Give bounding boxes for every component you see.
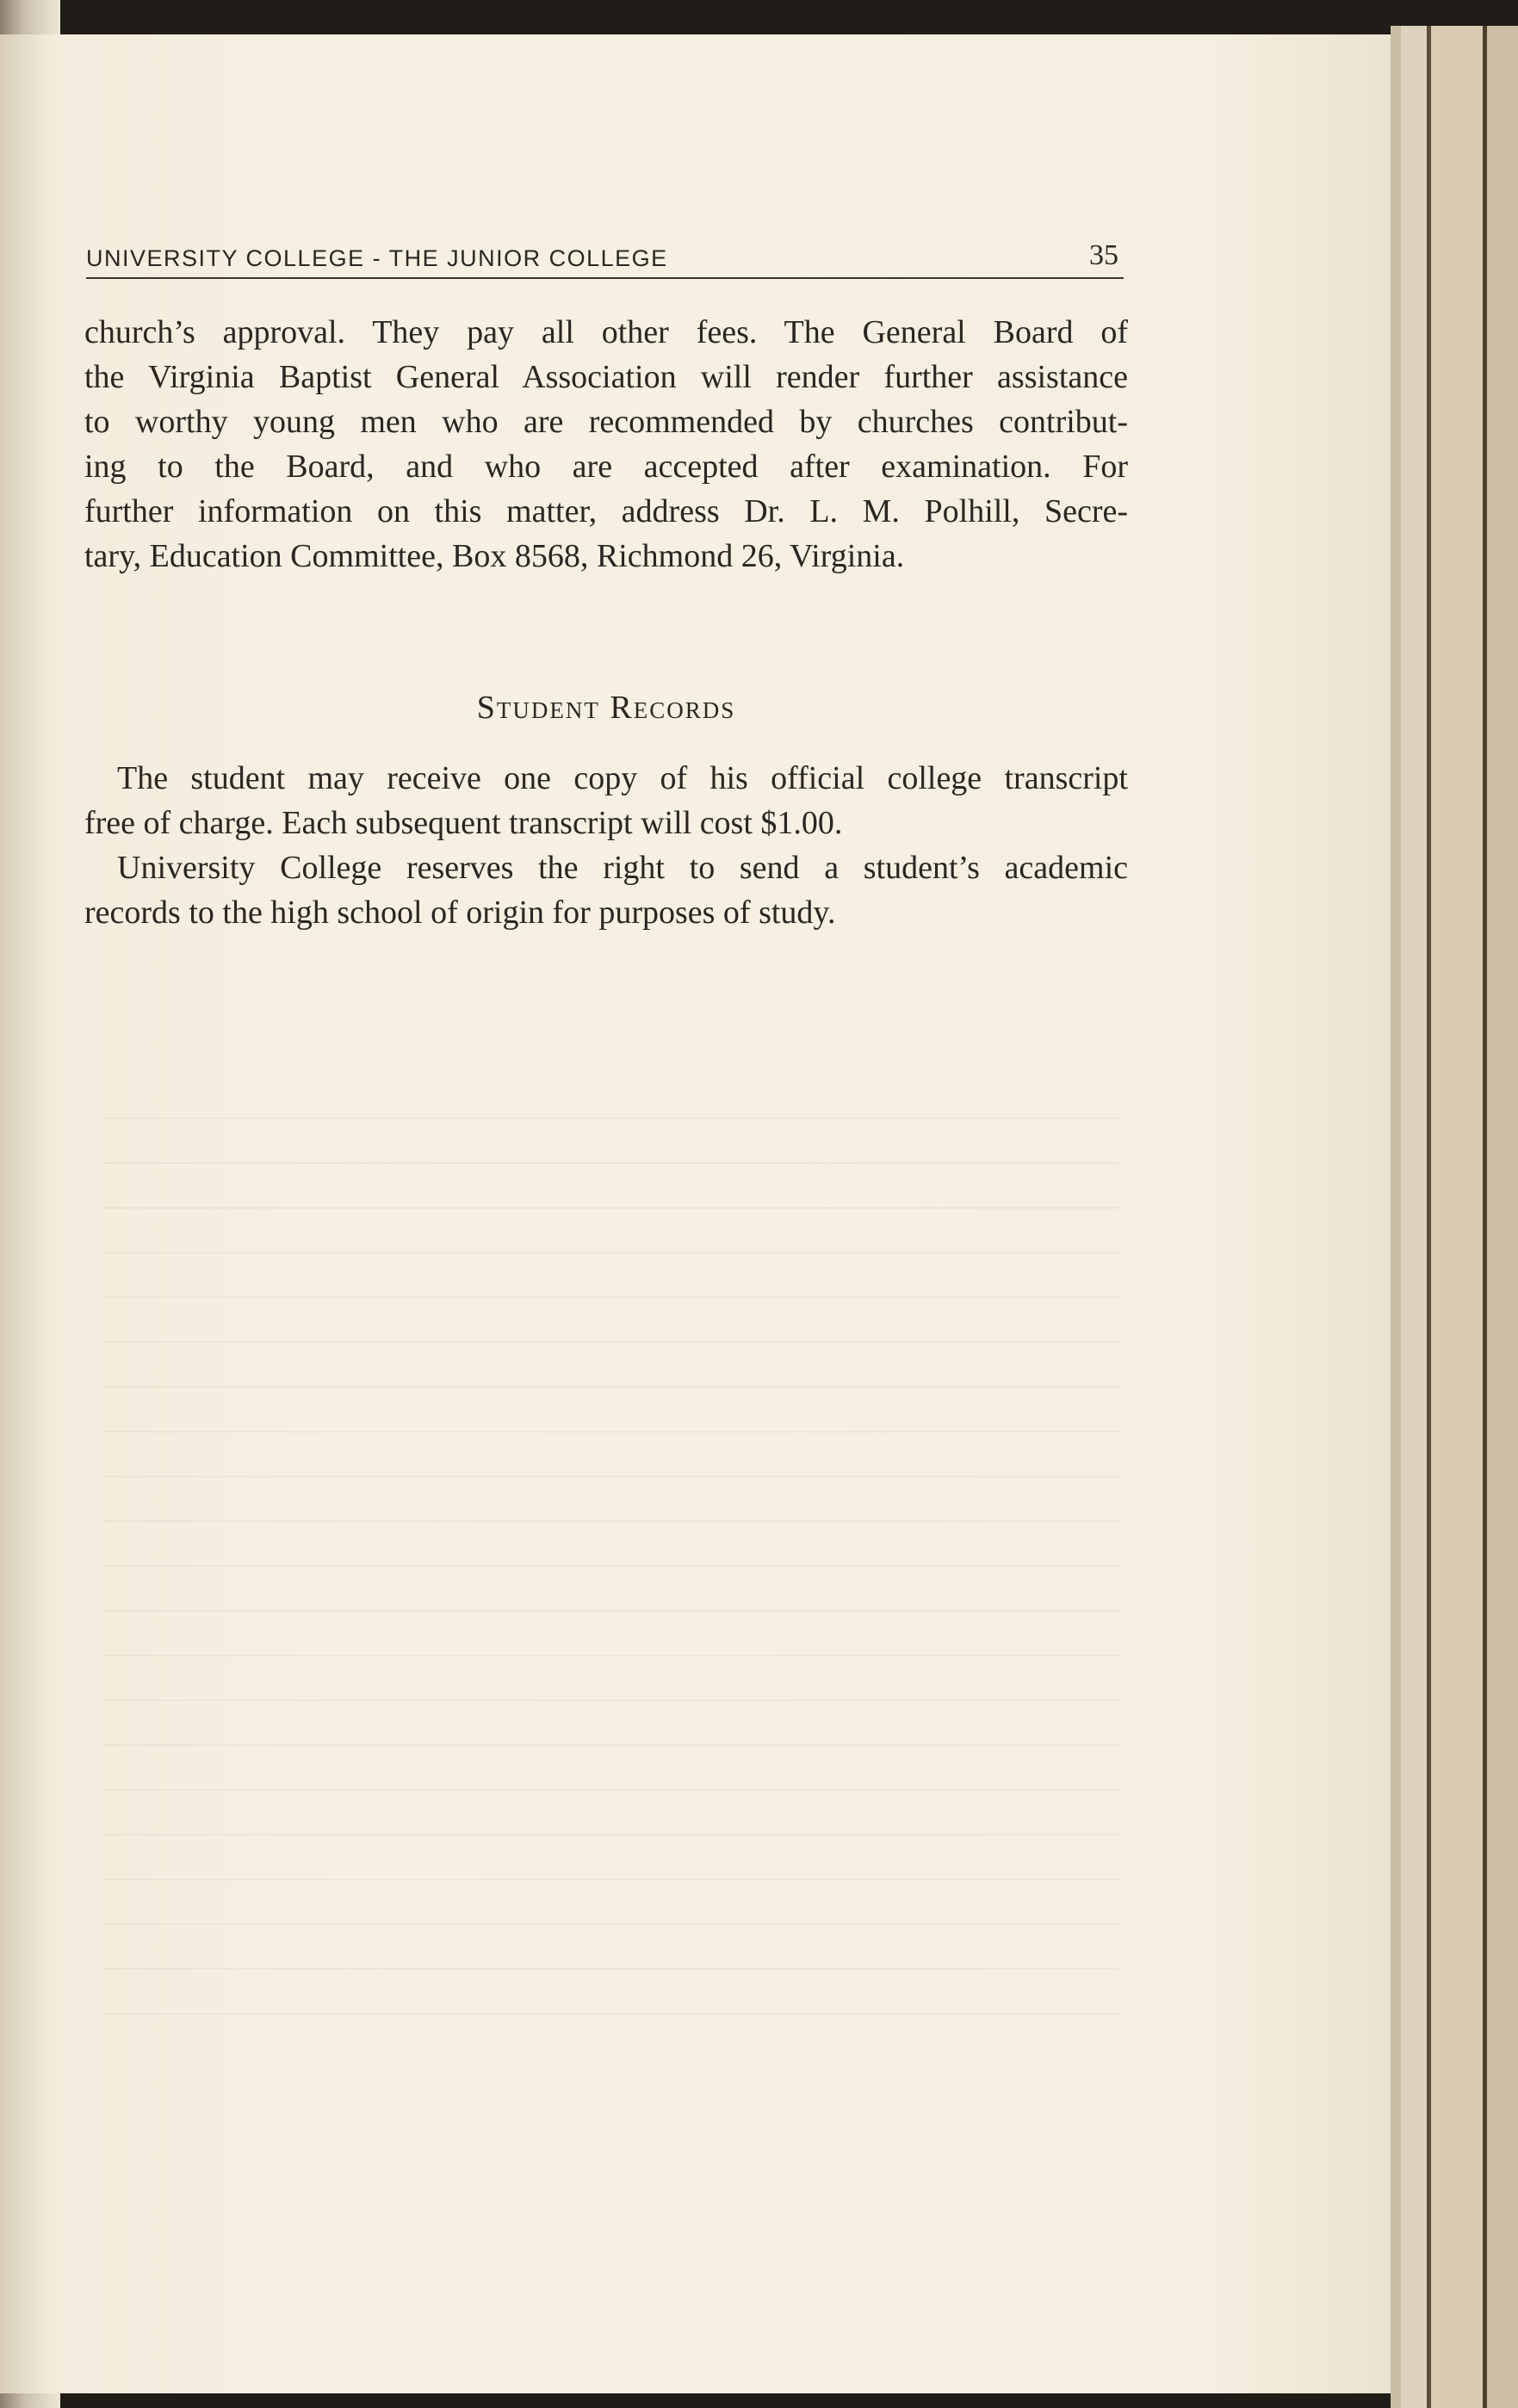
paragraph-transcript — [84, 756, 1128, 845]
text-line: further information on this matter, address Dr. L. M. Polhill, Secre- — [84, 493, 1128, 529]
page-number: 35 — [1089, 239, 1118, 271]
text-line: University College reserves the right to send a student’s academic — [117, 850, 1128, 886]
text-line: records to the high school of origin for purposes of study. — [84, 894, 836, 931]
text-line: the Virginia Baptist General Association will render further assistance — [84, 359, 1128, 395]
paragraph-fees — [84, 310, 1128, 579]
text-line: The student may receive one copy of his official college transcript — [117, 760, 1128, 796]
text-line: to worthy young men who are recommended by churches contribut- — [84, 404, 1128, 440]
page-edge — [1487, 26, 1518, 2408]
running-head-title: UNIVERSITY COLLEGE - THE JUNIOR COLLEGE — [86, 245, 668, 271]
text-line: church’s approval. They pay all other fees. The General Board of — [84, 314, 1128, 350]
text-line: tary, Education Committee, Box 8568, Richmond 26, Virginia. — [84, 538, 905, 574]
running-head — [86, 231, 1124, 279]
text-line: free of charge. Each subsequent transcript will cost $1.00. — [84, 805, 843, 841]
text-line: ing to the Board, and who are accepted after examination. For — [84, 449, 1128, 485]
paragraph-records — [84, 845, 1128, 935]
page-edge — [1391, 26, 1401, 2408]
section-heading: Student Records — [476, 690, 736, 726]
show-through-bleed — [103, 1085, 1119, 2032]
page-edge — [1401, 26, 1427, 2408]
page-edge — [1431, 26, 1483, 2408]
